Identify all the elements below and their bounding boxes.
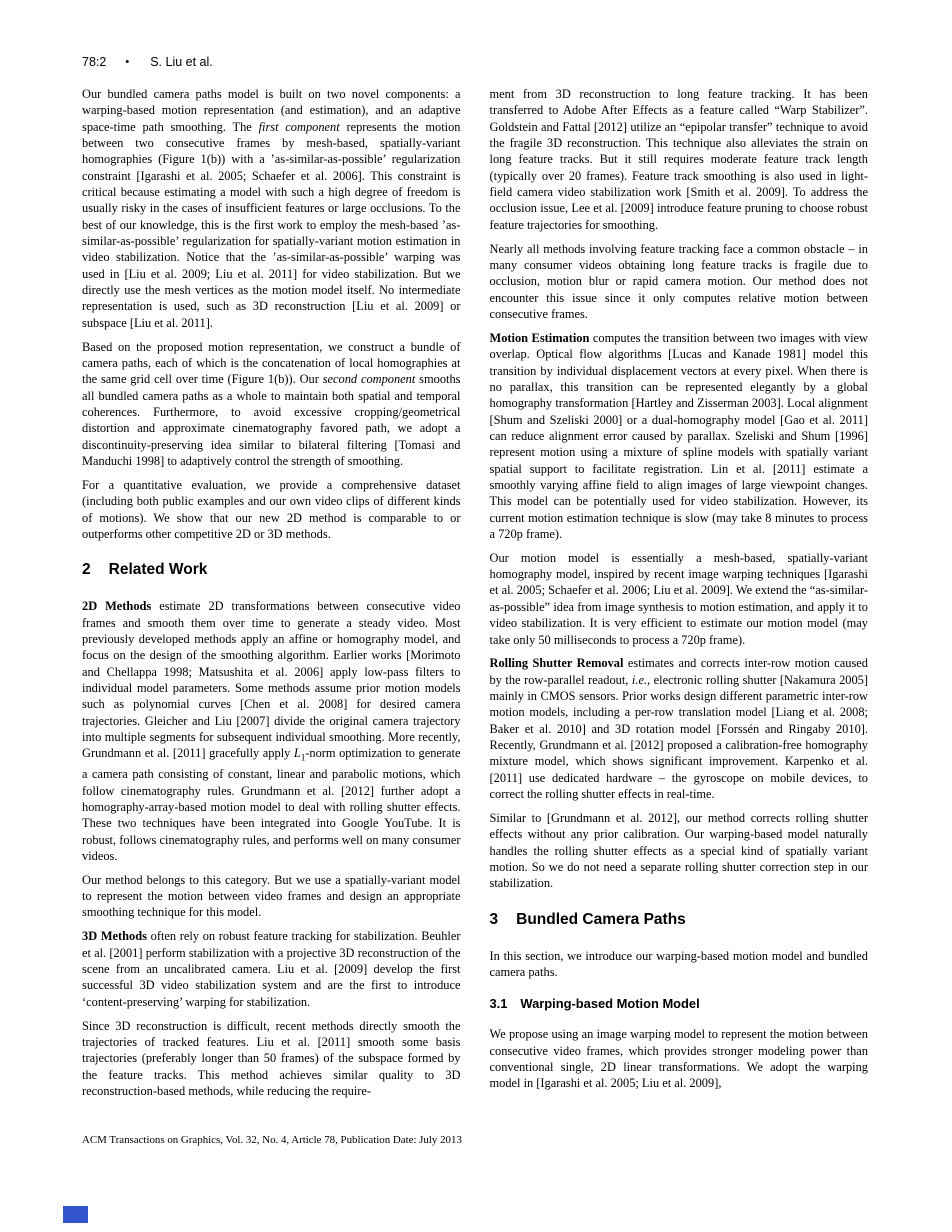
text-run: Our method belongs to this category. But we use a spatially-variant model to represent the motion between video frames and design an appropriate smoothing technique for this model. xyxy=(82,872,461,920)
paragraph xyxy=(490,241,869,323)
text-run: We propose using an image warping model to represent the motion between consecutive video frames, which provides stronger modeling power than conventional single, 2D linear transformations. We adopt the warping model in [Igarashi et al. 2005; Liu et al. 2009], xyxy=(489,1027,868,1091)
left-column xyxy=(82,86,461,1107)
section-title: Bundled Camera Paths xyxy=(516,910,686,928)
subsection-heading xyxy=(490,996,869,1011)
section-number: 3 xyxy=(489,910,499,928)
text-run: For a quantitative evaluation, we provide a comprehensive dataset (including both public examples and our own video clips of different kinds of motions). We show that our new 2D method is comparable to or outperforms other competitive 2D or 3D methods. xyxy=(82,477,461,541)
text-run: i.e. xyxy=(631,672,648,687)
text-run: Rolling Shutter Removal xyxy=(489,656,624,671)
text-run: estimate 2D transformations between consecutive video frames and smooth them over time to generate a steady video. Most previously developed methods apply an affine or homography model, and focus on the design of the smoothing algorithm. Earlier works [Morimoto and Chellappa 1998; Matsushita et al. 2006] apply low-pass filters to individual model parameters. Some methods assume prior motion models such as polynomial curves [Chen et al. 2008] for desired camera trajectories. Gleicher and Liu [2007] divide the original camera trajectory into multiple segments for subsequent individual smoothing. More recently, Grundmann et al. [2011] gracefully apply xyxy=(82,599,461,761)
paragraph xyxy=(490,810,869,892)
paragraph xyxy=(82,86,461,331)
text-run: often rely on robust feature tracking for stabilization. Beuhler et al. [2001] perform stabilization with a projective 3D reconstruction of the scene from an uncalibrated camera. Liu et al. [2009] develop the first successful 3D video stabilization system and are the first to introduce ‘content-preserving’ warping for stabilization. xyxy=(82,929,461,1009)
paragraph xyxy=(490,86,869,233)
page-header xyxy=(82,55,213,69)
paragraph xyxy=(82,339,461,470)
text-run: second component xyxy=(322,372,416,387)
right-column xyxy=(490,86,869,1099)
text-run: In this section, we introduce our warping-based motion model and bundled camera paths. xyxy=(489,948,868,979)
text-run: smooths all bundled camera paths as a whole to maintain both spatial and temporal coherences. Furthermore, to avoid excessive cropping/geometrical distortion and approximate cinematography favored path, we adopt a discontinuity-preserving idea similar to bilateral filtering [Tomasi and Manduchi 1998] to adaptively control the strength of smoothing. xyxy=(82,372,461,469)
text-run: Nearly all methods involving feature tracking face a common obstacle – in many consumer videos obtaining long feature tracks is fragile due to occlusion, motion blur or rapid camera motion. Our method does not encounter this issue since it only computes relative motion between consecutive frames. xyxy=(489,241,868,321)
text-run: , electronic rolling shutter [Nakamura 2005] mainly in CMOS sensors. Prior works design different parametric inter-row motion models, including a per-row translation model [Liang et al. 2008; Baker et al. 2010] and 3D rotation model [Forssén and Ringaby 2010]. Recently, Grundmann et al. [2012] proposed a calibration-free homography mixture model, which shows significant improvement. Karpenko et al. [2011] use dedicated hardware – the gyroscope on mobile devices, to correct the rolling shutter effects in real-time. xyxy=(489,672,869,802)
two-column-body xyxy=(82,86,868,1107)
section-number: 3.1 xyxy=(489,996,508,1012)
text-run: L xyxy=(293,746,301,761)
text-run: 2D Methods xyxy=(82,599,152,614)
text-run: 1 xyxy=(300,752,306,763)
header-authors: S. Liu et al. xyxy=(150,55,213,69)
text-run: Since 3D reconstruction is difficult, recent methods directly smooth the trajectories of tracked features. Liu et al. [2011] smooth some basis trajectories (preferably longer than 50 frames) of the subspace formed by the feature tracks. This method achieves similar quality to 3D reconstruction-based methods, while reducing the require- xyxy=(82,1018,461,1098)
text-run: ment from 3D reconstruction to long feature tracking. It has been transferred to Adobe After Effects as a feature called “Warp Stabilizer”. Goldstein and Fattal [2012] utilize an “epipolar transfer” technique to avoid the fragile 3D reconstruction. This technique also alleviates the strain on long feature tracks. But it still requires moderate feature track length (typically over 20 frames). Feature track smoothing is also used in light-field camera video stabilization work [Smith et al. 2009]. To address the occlusion issue, Lee et al. [2009] introduce feature pruning to choose robust feature trajectories for smoothing. xyxy=(489,87,868,232)
text-run: estimates and corrects inter-row motion caused by the row-parallel readout, xyxy=(489,656,868,687)
paragraph xyxy=(82,1018,461,1100)
text-run: computes the transition between two images with view overlap. Optical flow algorithms [Lucas and Kanade 1981] model this transition by individual displacement vectors at every pixel. When there is no parallax, this transition can be represented elegantly by a global homography transformation [Hartley and Zisserman 2003]. Local alignment [Shum and Szeliski 2000] or a dual-homography model [Gao et al. 2011] can reduce alignment error caused by parallax. Szeliski and Shum [1996] represent motion using a mixture of spline models with spatially variant spatial support to facilitate registration. Lin et al. [2011] estimate a smoothly varying affine field to align images of large viewpoint changes. This model can be potentially used for video stabilization. However, its current motion estimation technique is slow (may take 8 minutes to process a 720p frame). xyxy=(489,330,868,541)
paragraph xyxy=(490,655,869,802)
text-run: Our motion model is essentially a mesh-based, spatially-variant homography model, inspired by recent image warping techniques [Igarashi et al. 2005; Schaefer et al. 2006; Liu et al. 2009]. We extend the “as-similar-as-possible” idea from image synthesis to motion estimation, and apply it to video stabilization. It is very efficient to estimate our motion model (may take only 50 milliseconds to process a 720p frame). xyxy=(489,550,868,647)
paragraph xyxy=(82,872,461,921)
text-run: -norm optimization to generate a camera path consisting of constant, linear and parabolic motions, which follow cinematography rules. Grundmann et al. [2012] further adopt a homography-array-based motion model to deal with rolling shutter effects. These two techniques have been integrated into Google YouTube. It is robust, follows cinematography rules, and performs well on many consumer videos. xyxy=(82,746,461,863)
header-bullet-separator: • xyxy=(125,56,130,68)
text-run: Similar to [Grundmann et al. 2012], our method corrects rolling shutter effects without any prior calibration. Our warping-based model naturally handles the rolling shutter effects as a special kind of spatially variant motion. So we do not need a separate rolling shutter correction step in our stabilization. xyxy=(489,810,868,891)
paragraph xyxy=(82,477,461,542)
text-run: 3D Methods xyxy=(82,929,147,944)
section-title: Related Work xyxy=(108,561,208,579)
text-run: represents the motion between two consecutive frames by mesh-based, spatially-variant homographies (Figure 1(b)) with a ’as-similar-as-possible’ regularization constraint [Igarashi et al. 2005; Schaefer et al. 2006]. This constraint is critical because estimating a model with such a high degree of freedom is usually risky in the cases of insufficient features or large occlusions. To the best of our knowledge, this is the first work to employ the mesh-based ’as-similar-as-possible’ regularization for spatially-variant motion estimation in video stabilization. Notice that the ’as-similar-as-possible’ warping was used in [Liu et al. 2009; Liu et al. 2011] for video stabilization. But we directly use the mesh vertices as the motion model itself. No intermediate representation is used, such as 3D reconstruction [Liu et al. 2009] or subspace [Liu et al. 2011]. xyxy=(82,119,461,330)
section-number: 2 xyxy=(82,561,91,579)
paragraph xyxy=(82,598,461,864)
section-title: Warping-based Motion Model xyxy=(520,996,700,1012)
journal-citation-line: ACM Transactions on Graphics, Vol. 32, No. 4, Article 78, Publication Date: July 2013 xyxy=(82,1134,462,1146)
paragraph xyxy=(490,550,869,648)
pdf-link-annotation[interactable] xyxy=(63,1206,88,1223)
page-number: 78:2 xyxy=(82,55,107,69)
text-run: Based on the proposed motion representation, we construct a bundle of camera paths, each of which is the concatenation of local homographies at the same grid cell over time (Figure 1(b)). Our xyxy=(82,339,461,387)
paragraph xyxy=(490,330,869,542)
paragraph xyxy=(490,948,869,981)
text-run: Motion Estimation xyxy=(489,330,590,345)
paragraph xyxy=(82,928,461,1010)
paragraph xyxy=(490,1026,869,1091)
text-run: first component xyxy=(258,119,340,134)
section-heading xyxy=(82,561,461,579)
text-run: Our bundled camera paths model is built on two novel components: a warping-based motion representation (and estimation), and an adaptive space-time path smoothing. The xyxy=(82,87,461,134)
section-heading xyxy=(490,911,869,929)
